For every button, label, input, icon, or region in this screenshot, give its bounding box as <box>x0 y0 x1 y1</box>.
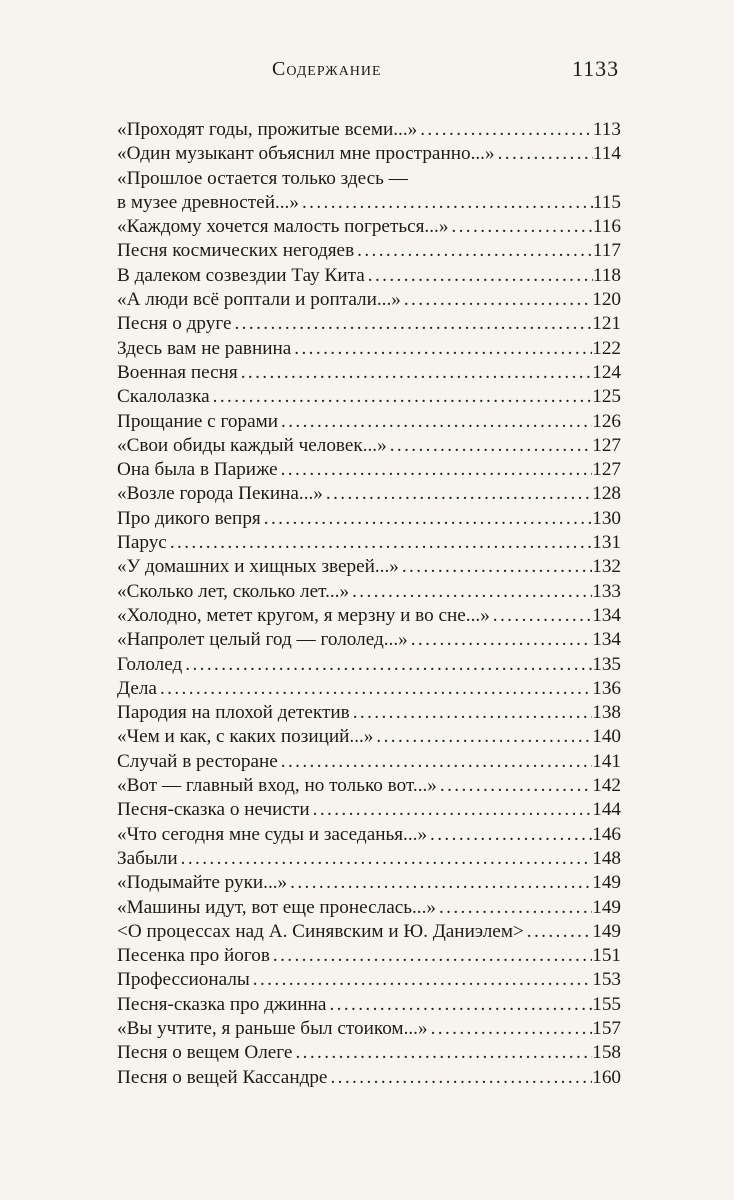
dot-leader <box>261 507 592 531</box>
dot-leader <box>495 142 593 166</box>
toc-entry-page: 114 <box>592 143 621 165</box>
toc-entry <box>117 215 621 239</box>
toc-entry <box>117 847 621 871</box>
toc-entry-page: 138 <box>592 702 621 724</box>
toc-entry-title: «Что сегодня мне суды и заседанья...» <box>117 823 428 845</box>
toc-entry-title: <О процессах над А. Синявским и Ю. Даниэлем> <box>117 920 524 942</box>
toc-entry <box>117 239 621 263</box>
toc-entry-page: 117 <box>592 240 621 262</box>
dot-leader <box>231 312 592 336</box>
dot-leader <box>399 555 592 579</box>
dot-leader <box>373 725 592 749</box>
toc-entry-title: Военная песня <box>117 361 238 383</box>
dot-leader <box>299 191 593 215</box>
toc-entry <box>117 604 621 628</box>
toc-entry <box>117 312 621 336</box>
dot-leader <box>157 677 592 701</box>
dot-leader <box>349 580 592 604</box>
dot-leader <box>408 628 593 652</box>
toc-entry-title: в музее древностей...» <box>117 191 299 213</box>
toc-entry-title: Прощание с горами <box>117 410 279 432</box>
toc-entry-title: Парус <box>117 532 167 554</box>
dot-leader <box>278 410 592 434</box>
dot-leader <box>167 531 592 555</box>
toc-entry-title: «У домашних и хищных зверей...» <box>117 556 399 578</box>
toc-entry <box>117 531 621 555</box>
toc-entry-title: «Сколько лет, сколько лет...» <box>117 580 350 602</box>
toc-entry <box>117 896 621 920</box>
toc-entry <box>117 1066 621 1090</box>
toc-entry-title: Про дикого вепря <box>117 507 261 529</box>
toc-entry <box>117 580 621 604</box>
toc-entry-title: Дела <box>117 677 157 699</box>
toc-entry-page: 157 <box>592 1017 621 1039</box>
toc-entry-title: Песенка про йогов <box>117 945 270 967</box>
toc-entry <box>117 798 621 822</box>
toc-entry-page: 113 <box>592 119 621 140</box>
toc-entry <box>117 118 621 142</box>
dot-leader <box>287 871 592 895</box>
toc-entry-title: «А люди всё роптали и роптали...» <box>117 289 401 311</box>
dot-leader <box>310 798 593 822</box>
dot-leader <box>524 920 592 944</box>
toc-entry-title: «Напролет целый год — гололед...» <box>117 629 408 651</box>
toc-entry-page: 126 <box>592 410 621 432</box>
toc-entry-title: «Один музыкант объяснил мне пространно...» <box>117 143 495 165</box>
toc-entry-page: 149 <box>592 920 621 942</box>
toc-entry <box>117 410 621 434</box>
dot-leader <box>278 750 592 774</box>
toc-entry-page: 155 <box>592 993 621 1015</box>
toc-entry-title: Песня-сказка о нечисти <box>117 799 310 821</box>
toc-entry <box>117 993 621 1017</box>
toc-entry <box>117 1041 621 1065</box>
toc-entry-title: Песня о вещей Кассандре <box>117 1066 328 1088</box>
toc-entry-page: 121 <box>592 313 621 335</box>
dot-leader <box>437 774 592 798</box>
toc-entry-title: Песня о друге <box>117 313 232 335</box>
toc-entry-title: «Вот — главный вход, но только вот...» <box>117 775 437 797</box>
toc-entry-page: 149 <box>592 872 621 894</box>
toc-entry-title: Гололед <box>117 653 183 675</box>
dot-leader <box>292 1041 592 1065</box>
toc-entry <box>117 774 621 798</box>
toc-entry-title: «Машины идут, вот еще пронеслась...» <box>117 896 436 918</box>
dot-leader <box>417 118 593 142</box>
toc-entry <box>117 628 621 652</box>
dot-leader <box>428 1017 593 1041</box>
toc-entry-title: Скалолазка <box>117 386 210 408</box>
toc-entry-title: «Каждому хочется малость погреться...» <box>117 216 449 238</box>
dot-leader <box>436 896 592 920</box>
toc-entry-page: 132 <box>592 556 621 578</box>
dot-leader <box>354 239 593 263</box>
toc-entry-page: 115 <box>592 191 621 213</box>
toc-entry-page: 158 <box>592 1042 621 1064</box>
toc-entry-title: «Вы учтите, я раньше был стоиком...» <box>117 1017 428 1039</box>
toc-entry <box>117 750 621 774</box>
dot-leader <box>182 653 592 677</box>
toc-entry-title: Песня-сказка про джинна <box>117 993 327 1015</box>
toc-entry-title: Профессионалы <box>117 969 250 991</box>
dot-leader <box>387 434 593 458</box>
toc-entry-page: 133 <box>592 580 621 602</box>
dot-leader <box>326 993 592 1017</box>
toc-entry-title: «Чем и как, с каких позиций...» <box>117 726 374 748</box>
toc-entry <box>117 191 621 215</box>
page-number: 1133 <box>572 56 620 81</box>
dot-leader <box>401 288 592 312</box>
toc-entry <box>117 337 621 361</box>
toc-entry <box>117 944 621 968</box>
toc-entry <box>117 1017 621 1041</box>
dot-leader <box>448 215 593 239</box>
toc-entry-title: «Свои обиды каждый человек...» <box>117 434 387 456</box>
dot-leader <box>327 1066 592 1090</box>
toc-entry-title: «Подымайте руки...» <box>117 872 288 894</box>
dot-leader <box>291 337 592 361</box>
toc-entry-page: 151 <box>592 945 621 967</box>
toc-entry <box>117 920 621 944</box>
toc-entry-page: 140 <box>592 726 621 748</box>
toc-entry-page: 131 <box>592 532 621 554</box>
toc-entry <box>117 701 621 725</box>
toc-entry <box>117 871 621 895</box>
toc-entry-title: «Проходят годы, прожитые всеми...» <box>117 119 418 140</box>
toc-entry-page: 125 <box>592 386 621 408</box>
toc-entry-page: 116 <box>592 216 621 238</box>
toc-entry-title: Здесь вам не равнина <box>117 337 292 359</box>
toc-entry-title: Пародия на плохой детектив <box>117 702 350 724</box>
toc-entry-page: 153 <box>592 969 621 991</box>
toc-entry-page: 122 <box>592 337 621 359</box>
toc-entry-page: 134 <box>592 629 621 651</box>
running-head: Содержание <box>272 58 382 80</box>
toc-entry <box>117 385 621 409</box>
toc-entry <box>117 555 621 579</box>
toc-entry <box>117 288 621 312</box>
toc-entry <box>117 725 621 749</box>
table-of-contents <box>117 118 621 1090</box>
dot-leader <box>490 604 592 628</box>
toc-entry-page: 127 <box>592 459 621 481</box>
dot-leader <box>210 385 593 409</box>
dot-leader <box>250 968 592 992</box>
toc-entry-title: Случай в ресторане <box>117 750 278 772</box>
toc-entry-title: Песня о вещем Олеге <box>117 1042 293 1064</box>
dot-leader <box>365 264 593 288</box>
toc-entry <box>117 482 621 506</box>
toc-entry-page: 136 <box>592 677 621 699</box>
toc-entry-title: Песня космических негодяев <box>117 240 355 262</box>
dot-leader <box>350 701 593 725</box>
dot-leader <box>178 847 593 871</box>
dot-leader <box>278 458 593 482</box>
toc-entry <box>117 677 621 701</box>
toc-entry-page: 130 <box>592 507 621 529</box>
toc-entry-page: 124 <box>592 361 621 383</box>
toc-entry-page: 128 <box>592 483 621 505</box>
toc-entry-page: 134 <box>592 604 621 626</box>
toc-entry-page: 120 <box>592 289 621 311</box>
toc-entry <box>117 653 621 677</box>
toc-entry <box>117 968 621 992</box>
toc-entry-title: «Холодно, метет кругом, я мерзну и во сне...» <box>117 604 490 626</box>
toc-entry-title: «Прошлое остается только здесь — <box>117 167 408 189</box>
dot-leader <box>270 944 592 968</box>
toc-entry <box>117 264 621 288</box>
toc-entry <box>117 458 621 482</box>
toc-entry <box>117 142 621 166</box>
dot-leader <box>323 482 592 506</box>
toc-entry <box>117 823 621 847</box>
toc-entry-page: 127 <box>592 434 621 456</box>
toc-entry <box>117 507 621 531</box>
toc-entry-page: 118 <box>592 264 621 286</box>
toc-entry-title: «Возле города Пекина...» <box>117 483 323 505</box>
toc-entry <box>117 434 621 458</box>
toc-entry-title: В далеком созвездии Тау Кита <box>117 264 365 286</box>
toc-entry <box>117 361 621 385</box>
toc-entry-page: 160 <box>592 1066 621 1088</box>
toc-entry-page: 146 <box>592 823 621 845</box>
toc-entry-page: 141 <box>592 750 621 772</box>
toc-entry-page: 144 <box>592 799 621 821</box>
toc-entry-page: 142 <box>592 775 621 797</box>
toc-entry-page: 148 <box>592 847 621 869</box>
toc-entry-title: Забыли <box>117 847 178 869</box>
dot-leader <box>238 361 593 385</box>
toc-entry-title: Она была в Париже <box>117 459 278 481</box>
toc-entry-page: 135 <box>592 653 621 675</box>
toc-entry <box>117 167 621 191</box>
dot-leader <box>427 823 592 847</box>
toc-entry-page: 149 <box>592 896 621 918</box>
